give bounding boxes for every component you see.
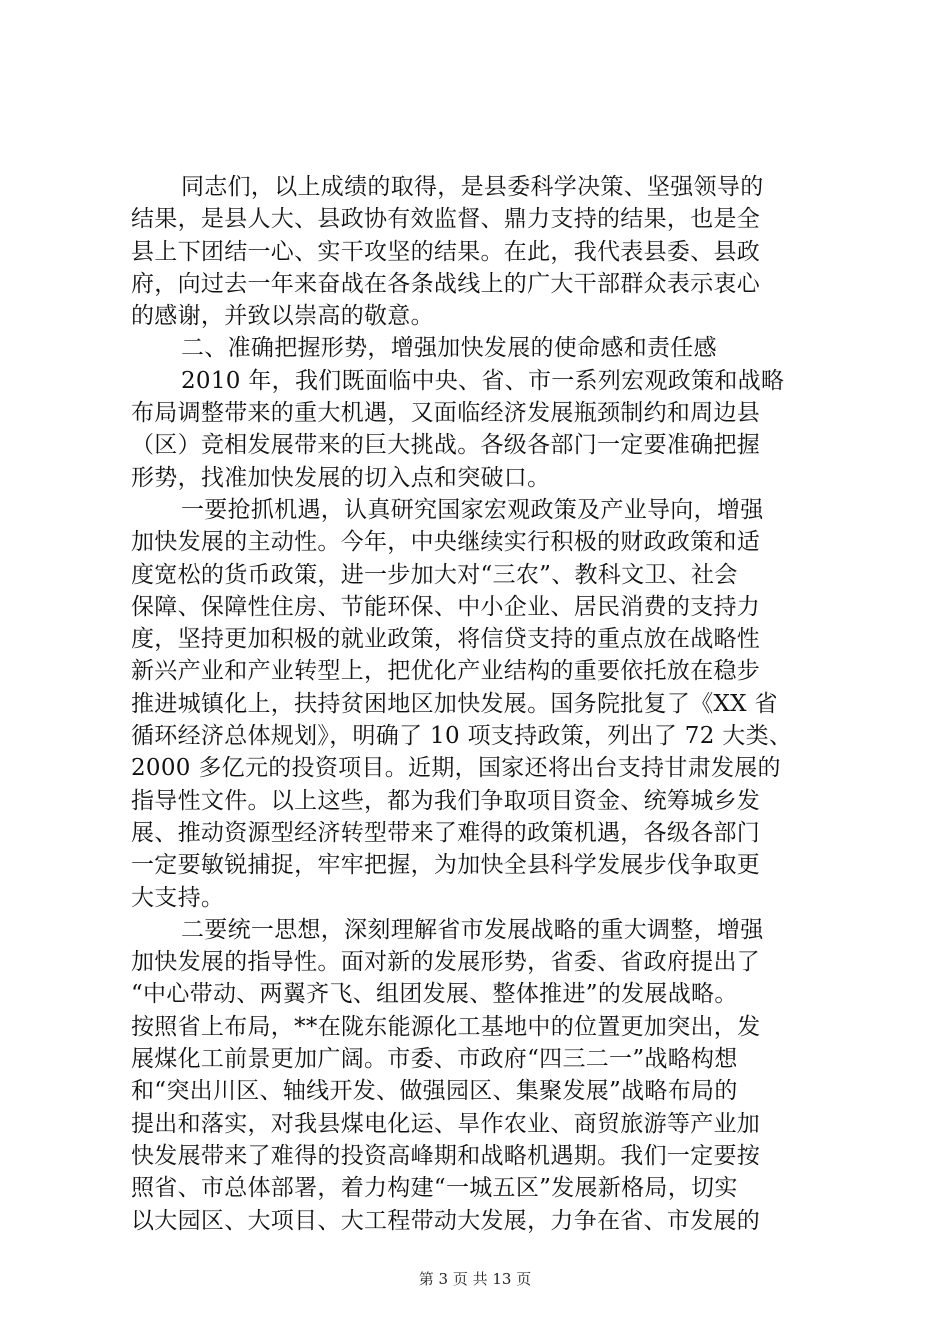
paragraph-line: 和“突出川区、轴线开发、做强园区、集聚发展”战略布局的 [131,1078,738,1105]
paragraph-line: 2000 多亿元的投资项目。近期，国家还将出台支持甘肃发展的 [131,755,781,782]
paragraph-line: 推进城镇化上，扶持贫困地区加快发展。国务院批复了《XX 省 [131,690,778,717]
paragraph-line: 度宽松的货币政策，进一步加大对“三农”、教科文卫、社会 [131,561,738,588]
paragraph-line: 县上下团结一心、实干攻坚的结果。在此，我代表县委、县政 [131,238,761,265]
paragraph-line: 布局调整带来的重大机遇，又面临经济发展瓶颈制约和周边县 [131,400,761,427]
document-body [131,171,831,1237]
paragraph-line: 循环经济总体规划》，明确了 10 项支持政策，列出了 72 大类、 [131,723,793,750]
paragraph-line: 提出和落实，对我县煤电化运、旱作农业、商贸旅游等产业加 [131,1110,761,1137]
paragraph-line: 府，向过去一年来奋战在各条战线上的广大干部群众表示衷心 [131,270,761,297]
section-heading: 二、准确把握形势，增强加快发展的使命感和责任感 [181,335,717,362]
paragraph-line: 展煤化工前景更加广阔。市委、市政府“四三二一”战略构想 [131,1046,738,1073]
paragraph-line: 度，坚持更加积极的就业政策，将信贷支持的重点放在战略性 [131,626,761,653]
paragraph-line: 大支持。 [131,884,225,911]
paragraph-line: 2010 年，我们既面临中央、省、市一系列宏观政策和战略 [181,367,785,394]
paragraph-line: 展、推动资源型经济转型带来了难得的政策机遇，各级各部门 [131,819,761,846]
paragraph-line: 照省、市总体部署，着力构建“一城五区”发展新格局，切实 [131,1175,738,1202]
paragraph-line: 加快发展的指导性。面对新的发展形势，省委、省政府提出了 [131,949,761,976]
paragraph-line: 保障、保障性住房、节能环保、中小企业、居民消费的支持力 [131,593,761,620]
paragraph-line: 同志们，以上成绩的取得，是县委科学决策、坚强领导的 [181,174,764,200]
paragraph-line: 的感谢，并致以崇高的敬意。 [131,303,434,330]
paragraph-line: 新兴产业和产业转型上，把优化产业结构的重要依托放在稳步 [131,658,761,685]
paragraph-line: 二要统一思想，深刻理解省市发展战略的重大调整，增强 [181,916,764,943]
paragraph-line: 指导性文件。以上这些，都为我们争取项目资金、统筹城乡发 [131,787,761,814]
paragraph-line: 一要抢抓机遇，认真研究国家宏观政策及产业导向，增强 [181,496,764,523]
paragraph-line: （区）竞相发展带来的巨大挑战。各级各部门一定要准确把握 [131,432,761,459]
paragraph-line: 以大园区、大项目、大工程带动大发展，力争在省、市发展的 [131,1207,761,1234]
paragraph-line: 快发展带来了难得的投资高峰期和战略机遇期。我们一定要按 [131,1142,761,1169]
page-footer: 第 3 页 共 13 页 [418,1270,532,1288]
paragraph-line: 形势，找准加快发展的切入点和突破口。 [131,464,551,491]
paragraph-line: 按照省上布局，**在陇东能源化工基地中的位置更加突出，发 [131,1013,761,1040]
paragraph-line: 加快发展的主动性。今年，中央继续实行积极的财政政策和适 [131,529,761,556]
paragraph-line: 结果，是县人大、县政协有效监督、鼎力支持的结果，也是全 [131,206,761,233]
paragraph-line: “中心带动、两翼齐飞、组团发展、整体推进”的发展战略。 [131,981,738,1008]
paragraph-line: 一定要敏锐捕捉，牢牢把握，为加快全县科学发展步伐争取更 [131,852,761,879]
